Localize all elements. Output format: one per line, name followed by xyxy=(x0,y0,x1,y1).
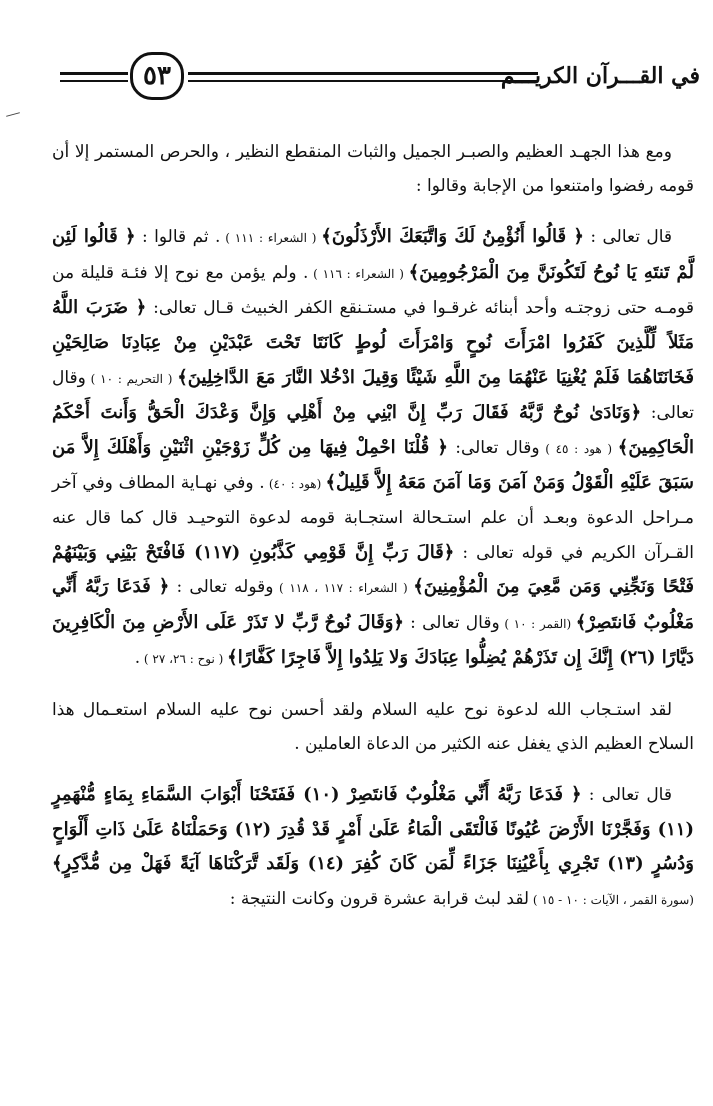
quran-verse: ﴿قَالَ رَبِّ إِنَّ قَوْمِي كَذَّبُونِ (١١٧) فَافْتَحْ بَيْنِي وَبَيْنَهُمْ فَتْحًا وَنَجِّنِي وَمَن مَّعِيَ مِنَ الْمُؤْمِنِينَ﴾ xyxy=(52,541,694,598)
body-text-segment: وقال تعالى: xyxy=(52,367,694,424)
page-number: ٥٣ xyxy=(130,52,184,100)
paragraph xyxy=(52,694,694,761)
body-text-segment: . ولم يؤمن مع نوح إلا فئـة قليلة من قومـه حتى زوجتـه وأحد أبنائه غرقـوا في مستـنقع الكفر الخبيث قـال تعالى: xyxy=(52,262,694,319)
body-text-segment: وقوله تعالى : xyxy=(169,577,274,598)
verse-reference: ( نوح : ٢٦، ٢٧ ) xyxy=(140,652,228,667)
quran-verse: ﴿ قُلْنَا احْمِلْ فِيهَا مِن كُلٍّ زَوْجَيْنِ اثْنَيْنِ وَأَهْلَكَ إِلاَّ مَن سَبَقَ عَلَيْهِ الْقَوْلُ وَمَنْ آمَنَ وَمَا آمَنَ مَعَهُ إِلاَّ قَلِيلٌ﴾ xyxy=(52,436,694,494)
header-rule xyxy=(188,72,538,75)
running-title: في القـــرآن الكريـــم xyxy=(500,63,700,89)
body-text-segment: لقد استـجاب الله لدعوة نوح عليه السلام ولقد أحسن نوح عليه السلام استعـمال هذا السلاح العظيم الذي يغفل عنه الكثير من الدعاة العاملين . xyxy=(52,699,694,754)
body-text-segment: قال تعالى : xyxy=(583,227,673,248)
header-rule xyxy=(60,72,128,75)
verse-reference: (القمر : ١٠ ) xyxy=(499,616,576,631)
verse-reference: (سورة القمر ، الآيات : ١٠ - ١٥ ) xyxy=(529,892,694,907)
verse-reference: ( الشعراء : ١١١ ) xyxy=(220,231,322,246)
quran-verse: ﴿ قَالُوا أَنُؤْمِنُ لَكَ وَاتَّبَعَكَ الأَرْذَلُونَ﴾ xyxy=(321,226,584,248)
body-text-segment: . xyxy=(134,648,141,669)
body-text-segment: . وفي نهـاية المطاف وفي آخر مـراحل الدعوة وبعـد أن علم استـحالة استجـابة قومه لدعوة التوحيـد قال كما قال عنه القـرآن الكريم في قوله تعالى : xyxy=(52,473,695,563)
paragraph xyxy=(52,778,694,917)
paragraph-gap xyxy=(52,677,694,694)
quran-verse: ﴿وَنَادَىٰ نُوحٌ رَّبَّهُ فَقَالَ رَبِّ إِنَّ ابْنِي مِنْ أَهْلِي وَإِنَّ وَعْدَكَ الْحَقُّ وَأَنتَ أَحْكَمُ الْحَاكِمِينَ﴾ xyxy=(52,402,695,458)
body-text-segment: لقد لبث قرابة عشرة قرون وكانت النتيجة : xyxy=(229,888,530,909)
body-text-segment: ومع هذا الجهـد العظيم والصبـر الجميل والثبات المنقطع النظير ، والحرص المستمر إلا أن قومه رفضوا وامتنعوا من الإجابة وقالوا : xyxy=(52,142,694,196)
verse-reference: ( التحريم : ١٠ ) xyxy=(85,371,178,386)
paragraph xyxy=(52,220,694,677)
quran-verse: ﴿ فَدَعَا رَبَّهُ أَنِّي مَغْلُوبٌ فَانتَصِرْ (١٠) فَفَتَحْنَا أَبْوَابَ السَّمَاءِ بِمَاءٍ مُّنْهَمِرٍ (١١) وَفَجَّرْنَا الأَرْضَ عُيُونًا فَالْتَقَى الْمَاءُ عَلَىٰ أَمْرٍ قَدْ قُدِرَ (١٢) وَحَمَلْنَاهُ عَلَىٰ ذَاتِ أَلْوَاحٍ وَدُسُرٍ (١٣) تَجْرِي بِأَعْيُنِنَا جَزَاءً لِّمَن كَانَ كُفِرَ (١٤) وَلَقَد تَّرَكْنَاهَا آيَةً فَهَلْ مِن مُّدَّكِرٍ﴾ xyxy=(52,784,694,875)
header-rule xyxy=(60,80,128,82)
paragraph-gap xyxy=(52,203,694,220)
paragraph xyxy=(52,136,694,203)
body-text-segment: . ثم قالوا : xyxy=(135,227,221,248)
page-header xyxy=(60,50,700,106)
paragraph-gap xyxy=(52,761,694,778)
corner-mark xyxy=(6,112,20,117)
verse-reference: (هود : ٤٠) xyxy=(264,477,326,492)
verse-reference: ( هود : ٤٥ ) xyxy=(539,441,618,456)
quran-verse: ﴿ فَدَعَا رَبَّهُ أَنِّي مَغْلُوبٌ فَانتَصِرْ﴾ xyxy=(52,576,694,633)
verse-reference: ( الشعراء : ١١٦ ) xyxy=(308,266,409,281)
quran-verse: ﴿وَقَالَ نُوحٌ رَّبِّ لا تَذَرْ عَلَى الأَرْضِ مِنَ الْكَافِرِينَ دَيَّارًا (٢٦) إِنَّكَ إِن تَذَرْهُمْ يُضِلُّوا عِبَادَكَ وَلا يَلِدُوا إِلاَّ فَاجِرًا كَفَّارًا﴾ xyxy=(52,611,694,669)
quran-verse: ﴿ ضَرَبَ اللَّهُ مَثَلاً لِّلَّذِينَ كَفَرُوا امْرَأَتَ نُوحٍ وَامْرَأَتَ لُوطٍ كَانَتَا تَحْتَ عَبْدَيْنِ مِنْ عِبَادِنَا صَالِحَيْنِ فَخَانَتَاهُمَا فَلَمْ يُغْنِيَا عَنْهُمَا مِنَ اللَّهِ شَيْئًا وَقِيلَ ادْخُلا النَّارَ مَعَ الدَّاخِلِينَ﴾ xyxy=(52,297,694,388)
body-text-segment: قال تعالى : xyxy=(581,785,672,806)
header-rule xyxy=(188,80,538,82)
body-text-segment: وقال تعالى: xyxy=(447,437,540,458)
body-text xyxy=(52,136,694,917)
body-text-segment: وقال تعالى : xyxy=(403,612,500,633)
verse-reference: ( الشعراء : ١١٧ ، ١١٨ ) xyxy=(273,581,414,596)
quran-verse: ﴿ قَالُوا لَئِن لَّمْ تَنتَهِ يَا نُوحُ لَتَكُونَنَّ مِنَ الْمَرْجُومِينَ﴾ xyxy=(52,226,695,283)
